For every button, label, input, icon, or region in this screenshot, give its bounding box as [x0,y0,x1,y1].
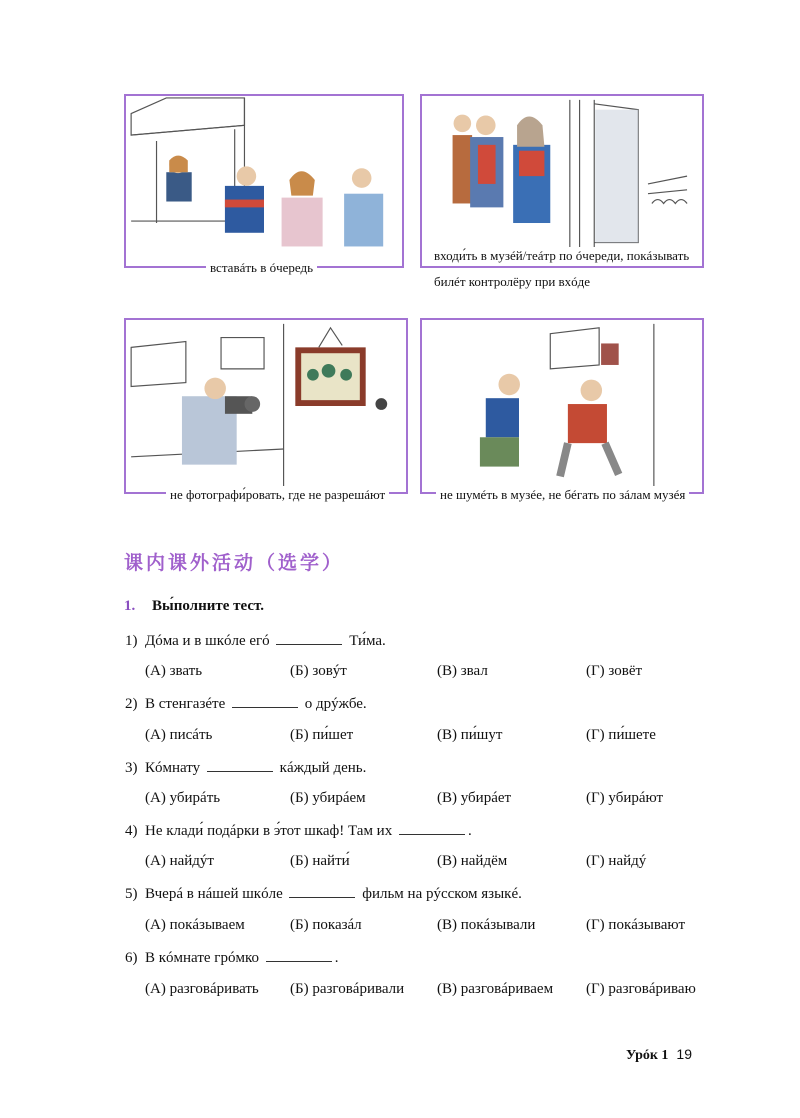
question-text-before: Вчерá в нáшей шкóле [145,886,283,902]
option-a[interactable]: (А) писáть [145,727,213,743]
question-text-before: В кóмнате грóмко [145,950,259,966]
option-a[interactable]: (А) покáзываем [145,917,245,933]
question-3 [125,759,366,777]
answer-blank[interactable] [276,632,342,645]
question-number: 2) [125,696,138,712]
answer-blank[interactable] [289,885,355,898]
option-v[interactable]: (В) разговáриваем [437,981,554,997]
museum-entrance-illustration [422,96,702,266]
picture-photographing [124,318,408,494]
answer-blank[interactable] [266,949,332,962]
running-illustration [422,320,702,492]
option-g[interactable]: (Г) пи́шете [586,727,656,743]
question-4 [125,822,472,840]
option-b[interactable]: (Б) зовýт [290,663,347,679]
question-number: 1) [125,633,138,649]
photographing-illustration [126,320,406,492]
caption-museum-entrance-line1: входи́ть в музéй/теáтр по óчереди, покáзывать [430,247,693,265]
caption-running: не шумéть в музéе, не бéгать по зáлам музéя [436,486,689,504]
option-a[interactable]: (А) найдýт [145,853,214,869]
option-a[interactable]: (А) убирáть [145,790,221,806]
question-text-after: Ти́ма. [349,633,386,649]
question-text-before: Кóмнату [145,760,201,776]
option-b[interactable]: (Б) разговáривали [290,981,405,997]
question-5 [125,885,522,903]
caption-photographing: не фотографи́ровать, где не разрешáют [166,486,389,504]
option-b[interactable]: (Б) показáл [290,917,362,933]
answer-blank[interactable] [207,759,273,772]
option-b[interactable]: (Б) найти́ [290,853,350,869]
option-v[interactable]: (В) звал [437,663,488,679]
option-b[interactable]: (Б) убирáем [290,790,366,806]
queue-illustration [126,96,402,266]
question-number: 3) [125,760,138,776]
question-text-before: Не клади́ подáрки в э́тот шкаф! Там их [145,823,393,839]
exercise-number: 1. [124,598,136,614]
question-text-after: . [467,823,472,839]
caption-museum-entrance-line2: билéт контролёру при вхóде [430,273,594,291]
option-g[interactable]: (Г) покáзывают [586,917,685,933]
option-a[interactable]: (А) звать [145,663,203,679]
option-g[interactable]: (Г) разговáриваю [586,981,696,997]
exercise-title: Вы́полните тест. [152,598,264,614]
option-v[interactable]: (В) найдём [437,853,508,869]
question-number: 6) [125,950,138,966]
option-b[interactable]: (Б) пи́шет [290,727,354,743]
question-number: 4) [125,823,138,839]
question-text-after: о дрýжбе. [304,696,367,712]
option-a[interactable]: (А) разговáривать [145,981,259,997]
option-v[interactable]: (В) покáзывали [437,917,536,933]
option-v[interactable]: (В) пи́шут [437,727,503,743]
question-number: 5) [125,886,138,902]
lesson-label: Урóк 1 [625,1048,669,1063]
question-6 [125,949,338,967]
option-g[interactable]: (Г) зовёт [586,663,643,679]
option-g[interactable]: (Г) убирáют [586,790,664,806]
question-2 [125,695,367,713]
answer-blank[interactable] [399,822,465,835]
picture-running [420,318,704,494]
question-text-before: Дóма и в шкóле егó [145,633,270,649]
question-text-after: кáждый день. [279,760,367,776]
caption-queue: вставáть в óчередь [206,259,317,277]
picture-museum-entrance [420,94,704,268]
picture-queue [124,94,404,268]
option-g[interactable]: (Г) найдý [586,853,647,869]
option-v[interactable]: (В) убирáет [437,790,512,806]
answer-blank[interactable] [232,695,298,708]
page-footer [626,1046,692,1064]
question-text-after: фильм на рýсском языкé. [362,886,522,902]
section-title: 课内课外活动（选学） [124,552,345,574]
question-text-before: В стенгазéте [145,696,226,712]
question-text-after: . [334,950,339,966]
question-1 [125,632,386,650]
page-number: 19 [676,1046,692,1062]
